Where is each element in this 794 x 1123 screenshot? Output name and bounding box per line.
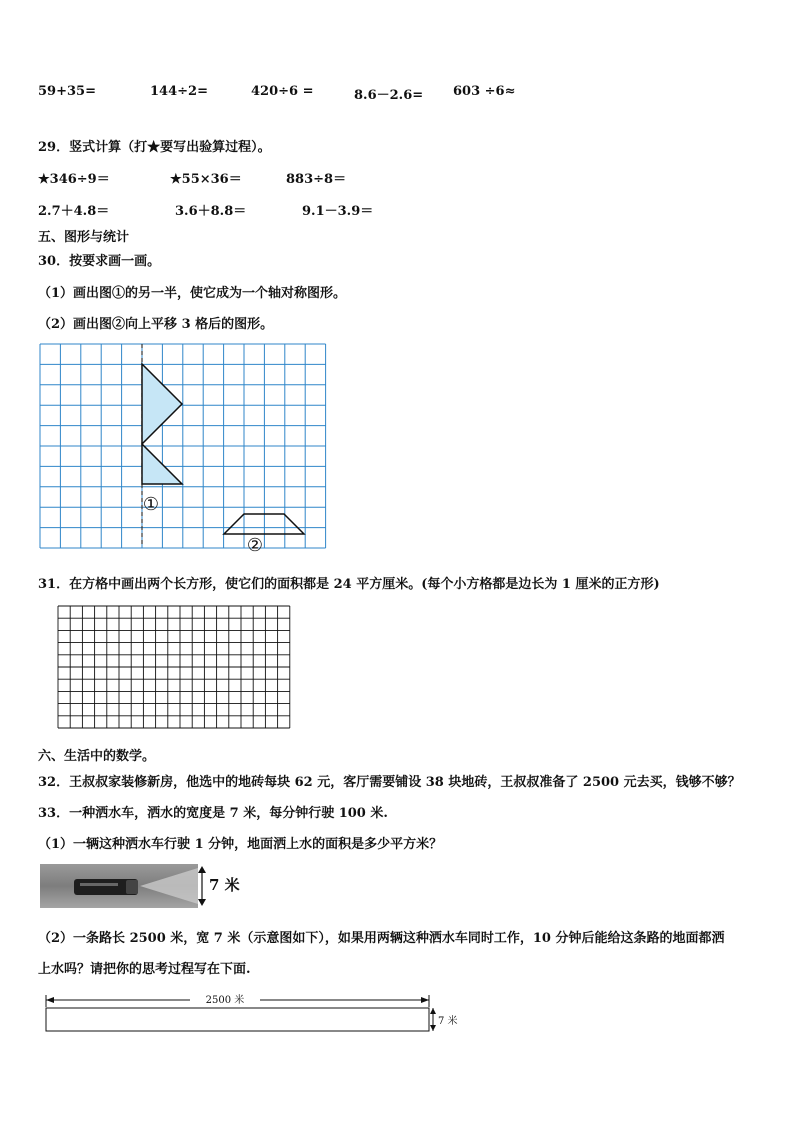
question-30-title: 30．按要求画一画。	[38, 254, 161, 269]
road-width-label: 7 米	[438, 1016, 458, 1027]
calc-item: 8.6－2.6=	[354, 88, 424, 103]
question-33-part1: （1）一辆这种洒水车行驶 1 分钟，地面洒上水的面积是多少平方米？	[38, 837, 443, 852]
calc-item: ★346÷9＝	[38, 172, 110, 187]
question-30-part1: （1）画出图①的另一半，使它成为一个轴对称图形。	[38, 286, 347, 301]
calc-item: 883÷8＝	[286, 172, 347, 187]
question-33-part2-line1: （2）一条路长 2500 米，宽 7 米（示意图如下），如果用两辆这种洒水车同时工作，10 分钟后能给这条路的地面都洒	[38, 931, 725, 946]
grid-lines	[58, 606, 290, 728]
calc-item: 9.1－3.9＝	[302, 204, 374, 219]
section-heading: 六、生活中的数学。	[38, 749, 156, 764]
question-33-part2-line2: 上水吗？请把你的思考过程写在下面.	[38, 962, 251, 977]
sprinkler-truck-illustration	[40, 862, 240, 910]
calc-item: 144÷2=	[150, 84, 208, 99]
road-length-label: 2500 米	[205, 995, 245, 1006]
road-diagram	[40, 990, 480, 1040]
shape-1-label: ①	[142, 494, 160, 515]
grid-lines	[40, 344, 326, 548]
question-30-part2: （2）画出图②向上平移 3 格后的图形。	[38, 317, 274, 332]
calc-item: ★55×36＝	[170, 172, 242, 187]
calc-item: 420÷6 =	[251, 84, 314, 99]
question-29-title: 29．竖式计算（打★要写出验算过程）。	[38, 140, 271, 155]
shape-2-label: ②	[246, 535, 264, 556]
truck-width-label: 7 米	[209, 876, 240, 894]
calc-item: 3.6＋8.8＝	[175, 204, 247, 219]
calc-item: 603 ÷6≈	[453, 84, 516, 99]
calc-item: 2.7＋4.8＝	[38, 204, 110, 219]
question-33-title: 33．一种洒水车，洒水的宽度是 7 米，每分钟行驶 100 米.	[38, 806, 388, 821]
question-31-title: 31．在方格中画出两个长方形，使它们的面积都是 24 平方厘米。(每个小方格都是边长为 1 厘米的正方形)	[38, 577, 660, 592]
grid-figure-31[interactable]	[58, 606, 290, 730]
section-heading: 五、图形与统计	[38, 230, 130, 245]
grid-figure-30	[40, 344, 328, 556]
calc-item: 59+35=	[38, 84, 96, 99]
question-32-title: 32．王叔叔家装修新房，他选中的地砖每块 62 元，客厅需要铺设 38 块地砖，王叔叔准备了 2500 元去买，钱够不够？	[38, 775, 741, 790]
